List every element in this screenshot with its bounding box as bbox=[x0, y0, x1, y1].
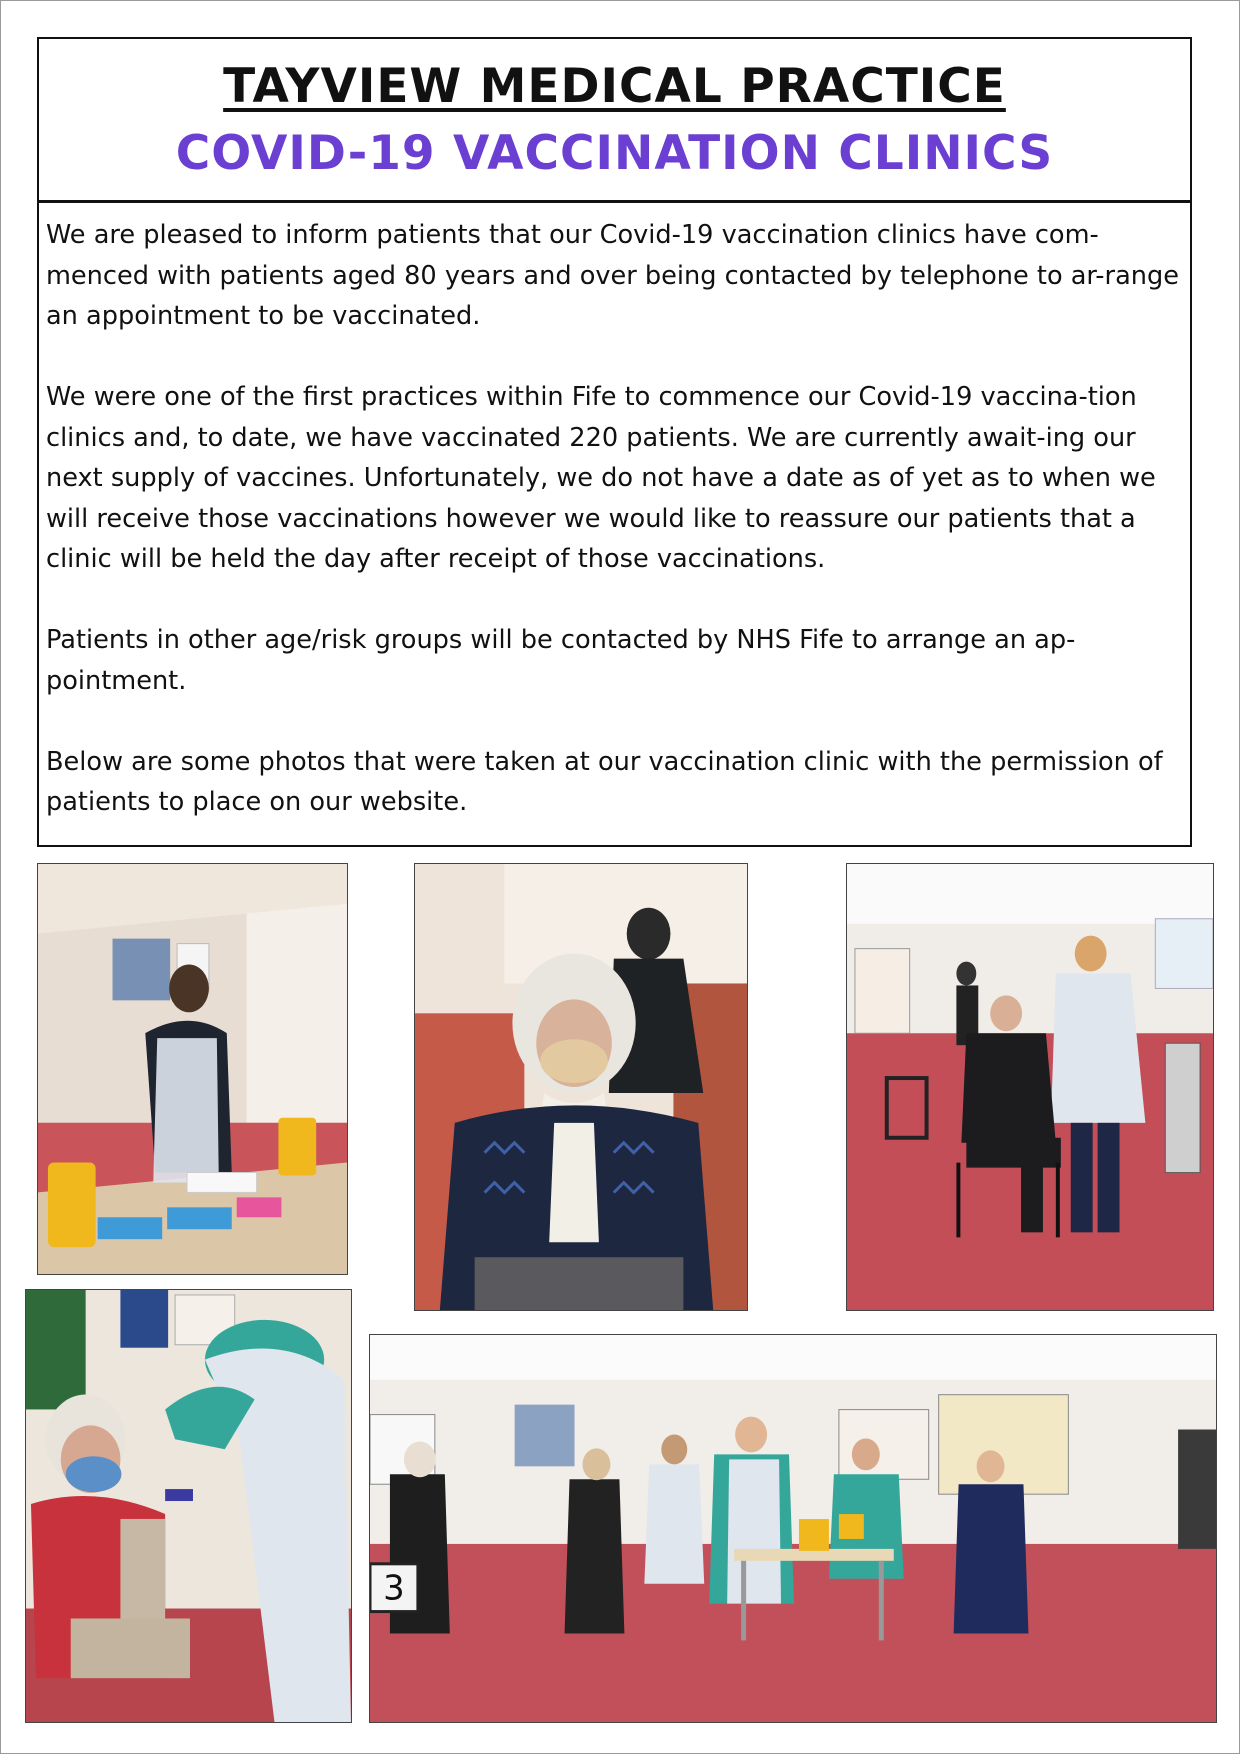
practice-title: TAYVIEW MEDICAL PRACTICE bbox=[223, 59, 1006, 114]
clinic-subtitle: COVID-19 VACCINATION CLINICS bbox=[175, 126, 1054, 181]
notice-body bbox=[39, 203, 1190, 823]
photo-clinic-team-group bbox=[369, 1334, 1217, 1723]
table-number-label: 3 bbox=[383, 1568, 405, 1608]
paragraph-photos-intro: Below are some photos that were taken at our vaccination clinic with the permission of patients to place on our website. bbox=[46, 746, 1163, 817]
photo-1-illustration bbox=[38, 864, 347, 1274]
photo-2-illustration bbox=[415, 864, 747, 1310]
paragraph-vaccinated-count: We were one of the first practices within Fife to commence our Covid-19 vaccina-tion clinics and, to date, we have vaccinated 220 patients. We are currently await-ing our next supply of vaccines. Unfortunately, we do not have a date as of yet as to when we will receive those vaccinations however we would like to reassure our patients that a clinic will be held the day after receipt of those vaccinations. bbox=[46, 382, 1156, 574]
photo-man-seated-with-nurse bbox=[846, 863, 1214, 1311]
notice-box bbox=[37, 37, 1192, 847]
photo-elderly-woman-mask bbox=[414, 863, 748, 1311]
photo-4-illustration bbox=[26, 1290, 351, 1722]
paragraph-commenced: We are pleased to inform patients that our Covid-19 vaccination clinics have com-menced with patients aged 80 years and over being contacted by telephone to ar-range an appointment to be vaccinated. bbox=[46, 220, 1179, 331]
photo-staff-preparing-vaccines bbox=[37, 863, 348, 1275]
photo-5-illustration bbox=[370, 1335, 1216, 1722]
photo-3-illustration bbox=[847, 864, 1213, 1310]
paragraph-other-groups: Patients in other age/risk groups will be contacted by NHS Fife to arrange an ap-pointment. bbox=[46, 625, 1076, 696]
notice-header bbox=[39, 39, 1190, 203]
photo-woman-receiving-injection bbox=[25, 1289, 352, 1723]
